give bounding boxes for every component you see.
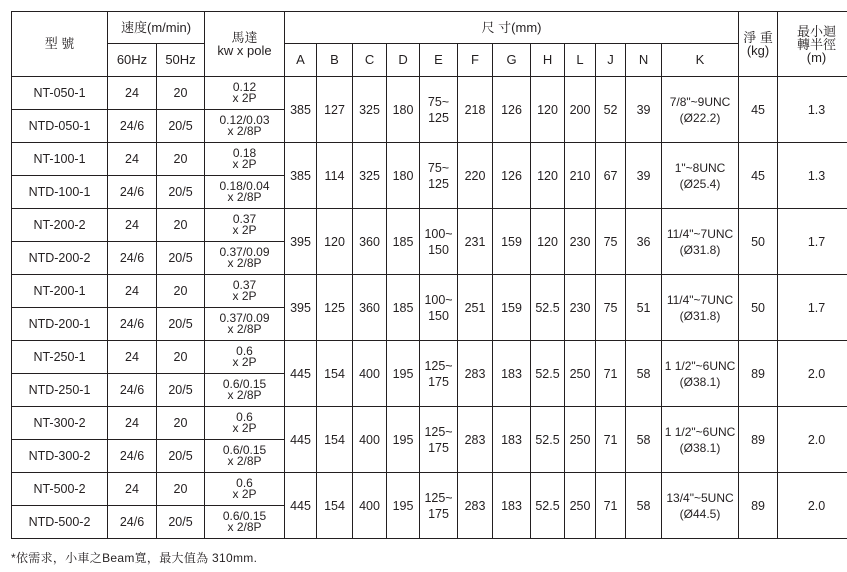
header-dim-b: B (317, 44, 353, 77)
dim-n-cell: 51 (626, 275, 662, 341)
dim-k-cell (662, 407, 739, 473)
dim-h-cell: 52.5 (531, 275, 565, 341)
dim-k-cell (662, 77, 739, 143)
speed-50hz-cell: 20 (157, 209, 205, 242)
model-cell: NTD-200-2 (12, 242, 108, 275)
speed-60hz-cell: 24/6 (108, 308, 157, 341)
dim-g-cell: 126 (493, 143, 531, 209)
dim-a-cell: 385 (285, 143, 317, 209)
header-dim-c: C (353, 44, 387, 77)
header-dimensions: 尺 寸(mm) (285, 12, 739, 44)
weight-cell: 45 (739, 143, 778, 209)
dim-e-cell (420, 473, 458, 539)
motor-cell (205, 77, 285, 110)
dim-f-cell: 251 (458, 275, 493, 341)
dim-k-cell (662, 209, 739, 275)
dim-c-cell: 360 (353, 275, 387, 341)
dim-a-cell: 445 (285, 341, 317, 407)
header-weight: 淨 重 (kg) (739, 12, 778, 77)
speed-60hz-cell: 24 (108, 77, 157, 110)
dim-k-cell (662, 473, 739, 539)
dim-d-cell: 195 (387, 407, 420, 473)
header-motor-line1: 馬達 (231, 30, 258, 45)
dim-b-cell: 154 (317, 473, 353, 539)
dim-d-cell: 185 (387, 275, 420, 341)
motor-cell (205, 473, 285, 506)
motor-cell (205, 209, 285, 242)
table-row (12, 275, 847, 308)
dim-c-cell: 360 (353, 209, 387, 275)
motor-value: 0.6/0.15 x 2/8P (222, 376, 267, 402)
motor-cell (205, 275, 285, 308)
dim-n-cell: 58 (626, 473, 662, 539)
radius-cell: 1.7 (778, 275, 847, 341)
dim-b-cell: 154 (317, 407, 353, 473)
radius-cell: 1.3 (778, 77, 847, 143)
dim-a-cell: 445 (285, 407, 317, 473)
dim-k-value: 7/8"~9UNC (Ø22.2) (669, 94, 731, 125)
dim-l-cell: 250 (565, 341, 596, 407)
header-dim-k: K (662, 44, 739, 77)
header-dim-g: G (493, 44, 531, 77)
dim-k-cell (662, 275, 739, 341)
table-row (12, 77, 847, 110)
dim-l-cell: 250 (565, 407, 596, 473)
dim-e-cell (420, 77, 458, 143)
dim-f-cell: 220 (458, 143, 493, 209)
header-min-radius: 最小迴 轉半徑 (m) (778, 12, 847, 77)
dim-e-value: 125~ 175 (424, 424, 453, 455)
table-row (12, 473, 847, 506)
speed-60hz-cell: 24/6 (108, 440, 157, 473)
table-row (12, 341, 847, 374)
weight-cell: 89 (739, 407, 778, 473)
model-cell: NTD-050-1 (12, 110, 108, 143)
dim-e-cell (420, 209, 458, 275)
speed-50hz-cell: 20/5 (157, 374, 205, 407)
dim-g-cell: 183 (493, 341, 531, 407)
motor-cell (205, 506, 285, 539)
speed-50hz-cell: 20 (157, 275, 205, 308)
dim-a-cell: 395 (285, 275, 317, 341)
speed-50hz-cell: 20 (157, 77, 205, 110)
motor-value: 0.37/0.09 x 2/8P (219, 310, 270, 336)
motor-value: 0.37/0.09 x 2/8P (219, 244, 270, 270)
dim-l-cell: 200 (565, 77, 596, 143)
motor-value: 0.18/0.04 x 2/8P (219, 178, 270, 204)
header-speed: 速度(m/min) (108, 12, 205, 44)
spec-table-body (12, 77, 847, 539)
dim-b-cell: 120 (317, 209, 353, 275)
dim-d-cell: 185 (387, 209, 420, 275)
dim-e-value: 125~ 175 (424, 490, 453, 521)
motor-value: 0.12/0.03 x 2/8P (219, 112, 270, 138)
dim-d-cell: 180 (387, 77, 420, 143)
motor-value: 0.6 x 2P (232, 343, 257, 369)
model-cell: NTD-300-2 (12, 440, 108, 473)
dim-b-cell: 127 (317, 77, 353, 143)
motor-value: 0.6 x 2P (232, 409, 257, 435)
dim-e-cell (420, 275, 458, 341)
dim-n-cell: 58 (626, 341, 662, 407)
dim-f-cell: 283 (458, 407, 493, 473)
dim-n-cell: 36 (626, 209, 662, 275)
dim-g-cell: 183 (493, 473, 531, 539)
dim-j-cell: 52 (596, 77, 626, 143)
radius-cell: 1.3 (778, 143, 847, 209)
weight-cell: 50 (739, 275, 778, 341)
dim-c-cell: 400 (353, 407, 387, 473)
speed-50hz-cell: 20/5 (157, 440, 205, 473)
dim-e-value: 125~ 175 (424, 358, 453, 389)
dim-j-cell: 75 (596, 275, 626, 341)
dim-k-cell (662, 143, 739, 209)
dim-a-cell: 385 (285, 77, 317, 143)
header-motor-line2: kw x pole (217, 43, 272, 58)
speed-50hz-cell: 20/5 (157, 506, 205, 539)
speed-50hz-cell: 20 (157, 473, 205, 506)
motor-cell (205, 407, 285, 440)
dim-n-cell: 39 (626, 77, 662, 143)
dim-g-cell: 183 (493, 407, 531, 473)
header-dim-f: F (458, 44, 493, 77)
footnote: *依需求，小車之Beam寬，最大值為 310mm. (11, 551, 258, 565)
speed-60hz-cell: 24 (108, 143, 157, 176)
speed-60hz-cell: 24 (108, 275, 157, 308)
speed-60hz-cell: 24 (108, 473, 157, 506)
dim-c-cell: 400 (353, 473, 387, 539)
model-cell: NTD-200-1 (12, 308, 108, 341)
dim-j-cell: 67 (596, 143, 626, 209)
header-dim-e: E (420, 44, 458, 77)
motor-value: 0.37 x 2P (232, 277, 257, 303)
motor-value: 0.6/0.15 x 2/8P (222, 442, 267, 468)
dim-k-cell (662, 341, 739, 407)
dim-e-cell (420, 143, 458, 209)
speed-50hz-cell: 20/5 (157, 110, 205, 143)
dim-j-cell: 71 (596, 407, 626, 473)
motor-cell (205, 176, 285, 209)
table-row (12, 143, 847, 176)
dim-e-cell (420, 341, 458, 407)
table-row (12, 407, 847, 440)
speed-60hz-cell: 24 (108, 341, 157, 374)
radius-cell: 2.0 (778, 473, 847, 539)
speed-60hz-cell: 24 (108, 407, 157, 440)
dim-l-cell: 210 (565, 143, 596, 209)
dim-h-cell: 52.5 (531, 407, 565, 473)
dim-e-value: 75~ 125 (427, 160, 450, 191)
dim-g-cell: 126 (493, 77, 531, 143)
speed-50hz-cell: 20/5 (157, 242, 205, 275)
motor-value: 0.18 x 2P (232, 145, 257, 171)
speed-60hz-cell: 24/6 (108, 242, 157, 275)
header-dim-h: H (531, 44, 565, 77)
radius-cell: 1.7 (778, 209, 847, 275)
speed-50hz-cell: 20/5 (157, 308, 205, 341)
dim-l-cell: 230 (565, 275, 596, 341)
dim-n-cell: 58 (626, 407, 662, 473)
dim-k-value: 13/4"~5UNC (Ø44.5) (666, 490, 734, 521)
header-dim-j: J (596, 44, 626, 77)
header-50hz: 50Hz (157, 44, 205, 77)
weight-cell: 50 (739, 209, 778, 275)
header-dim-n: N (626, 44, 662, 77)
model-cell: NT-050-1 (12, 77, 108, 110)
header-60hz: 60Hz (108, 44, 157, 77)
dim-e-cell (420, 407, 458, 473)
model-cell: NT-200-1 (12, 275, 108, 308)
dim-h-cell: 120 (531, 143, 565, 209)
motor-cell (205, 440, 285, 473)
speed-60hz-cell: 24/6 (108, 374, 157, 407)
dim-l-cell: 250 (565, 473, 596, 539)
speed-50hz-cell: 20 (157, 407, 205, 440)
motor-cell (205, 242, 285, 275)
dim-c-cell: 325 (353, 143, 387, 209)
dim-k-value: 1 1/2"~6UNC (Ø38.1) (664, 358, 736, 389)
dim-a-cell: 445 (285, 473, 317, 539)
motor-value: 0.6 x 2P (232, 475, 257, 501)
header-model: 型 號 (12, 12, 108, 77)
motor-value: 0.37 x 2P (232, 211, 257, 237)
dim-f-cell: 231 (458, 209, 493, 275)
dim-f-cell: 218 (458, 77, 493, 143)
header-dim-d: D (387, 44, 420, 77)
dim-h-cell: 120 (531, 209, 565, 275)
dim-f-cell: 283 (458, 473, 493, 539)
radius-cell: 2.0 (778, 407, 847, 473)
dim-h-cell: 52.5 (531, 473, 565, 539)
dim-g-cell: 159 (493, 275, 531, 341)
dim-j-cell: 71 (596, 473, 626, 539)
motor-cell (205, 374, 285, 407)
model-cell: NT-250-1 (12, 341, 108, 374)
dim-e-value: 100~ 150 (424, 226, 453, 257)
dim-d-cell: 195 (387, 341, 420, 407)
radius-cell: 2.0 (778, 341, 847, 407)
speed-50hz-cell: 20/5 (157, 176, 205, 209)
spec-table (11, 11, 847, 539)
dim-b-cell: 114 (317, 143, 353, 209)
dim-e-value: 100~ 150 (424, 292, 453, 323)
dim-j-cell: 71 (596, 341, 626, 407)
dim-c-cell: 400 (353, 341, 387, 407)
dim-e-value: 75~ 125 (427, 94, 450, 125)
header-dim-a: A (285, 44, 317, 77)
speed-50hz-cell: 20 (157, 341, 205, 374)
dim-f-cell: 283 (458, 341, 493, 407)
model-cell: NTD-250-1 (12, 374, 108, 407)
motor-value: 0.6/0.15 x 2/8P (222, 508, 267, 534)
motor-cell (205, 143, 285, 176)
motor-value: 0.12 x 2P (232, 79, 257, 105)
speed-60hz-cell: 24 (108, 209, 157, 242)
dim-h-cell: 52.5 (531, 341, 565, 407)
model-cell: NTD-500-2 (12, 506, 108, 539)
dim-k-value: 1"~8UNC (Ø25.4) (674, 160, 726, 191)
motor-cell (205, 110, 285, 143)
table-row (12, 209, 847, 242)
dim-d-cell: 180 (387, 143, 420, 209)
dim-k-value: 11/4"~7UNC (Ø31.8) (666, 292, 734, 323)
model-cell: NT-300-2 (12, 407, 108, 440)
dim-k-value: 11/4"~7UNC (Ø31.8) (666, 226, 734, 257)
model-cell: NT-200-2 (12, 209, 108, 242)
dim-d-cell: 195 (387, 473, 420, 539)
dim-h-cell: 120 (531, 77, 565, 143)
weight-cell: 45 (739, 77, 778, 143)
model-cell: NT-500-2 (12, 473, 108, 506)
speed-60hz-cell: 24/6 (108, 110, 157, 143)
weight-cell: 89 (739, 341, 778, 407)
header-dim-l: L (565, 44, 596, 77)
model-cell: NT-100-1 (12, 143, 108, 176)
dim-l-cell: 230 (565, 209, 596, 275)
speed-50hz-cell: 20 (157, 143, 205, 176)
weight-cell: 89 (739, 473, 778, 539)
dim-g-cell: 159 (493, 209, 531, 275)
dim-c-cell: 325 (353, 77, 387, 143)
model-cell: NTD-100-1 (12, 176, 108, 209)
header-motor (205, 12, 285, 77)
dim-n-cell: 39 (626, 143, 662, 209)
speed-60hz-cell: 24/6 (108, 176, 157, 209)
speed-60hz-cell: 24/6 (108, 506, 157, 539)
dim-b-cell: 154 (317, 341, 353, 407)
dim-b-cell: 125 (317, 275, 353, 341)
dim-j-cell: 75 (596, 209, 626, 275)
motor-cell (205, 308, 285, 341)
dim-a-cell: 395 (285, 209, 317, 275)
motor-cell (205, 341, 285, 374)
dim-k-value: 1 1/2"~6UNC (Ø38.1) (664, 424, 736, 455)
